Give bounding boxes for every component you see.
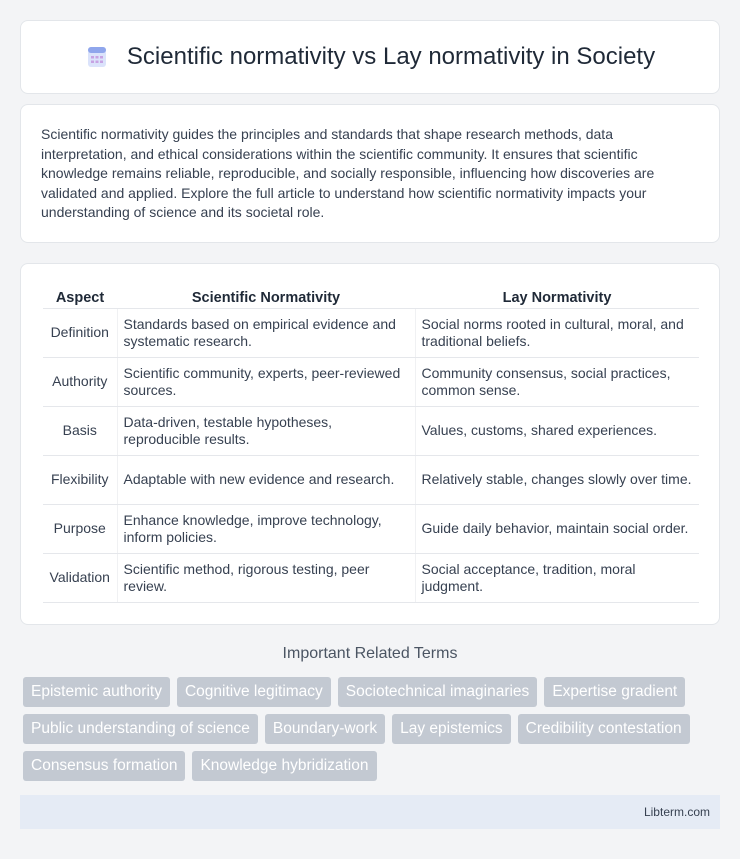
scientific-cell: Data-driven, testable hypotheses, reproducible results.	[117, 407, 415, 456]
lay-cell: Relatively stable, changes slowly over time.	[415, 456, 699, 505]
page-title: Scientific normativity vs Lay normativity in Society	[126, 43, 656, 70]
related-term-tag[interactable]: Sociotechnical imaginaries	[338, 677, 538, 707]
related-term-tag[interactable]: Expertise gradient	[544, 677, 685, 707]
aspect-cell: Validation	[43, 554, 117, 603]
related-terms-title: Important Related Terms	[282, 645, 458, 662]
scientific-cell: Enhance knowledge, improve technology, inform policies.	[117, 505, 415, 554]
related-term-tag[interactable]: Boundary-work	[265, 714, 385, 744]
lay-cell: Values, customs, shared experiences.	[415, 407, 699, 456]
table-row	[43, 407, 699, 456]
table-row	[43, 456, 699, 505]
footer	[20, 795, 720, 829]
column-header-scientific: Scientific Normativity	[117, 286, 415, 309]
lay-cell: Social acceptance, tradition, moral judgment.	[415, 554, 699, 603]
intro-text: Scientific normativity guides the principles and standards that shape research methods, data interpretation, and ethical considerations within the scientific community. It ensures that scientific knowledge remains reliable, reproducible, and socially responsible, influencing how discoveries are validated and applied. Explore the full article to understand how scientific normativity impacts your understanding of science and its societal role.	[41, 126, 655, 220]
related-term-tag[interactable]: Epistemic authority	[23, 677, 170, 707]
aspect-cell: Definition	[43, 309, 117, 358]
table-header-row	[43, 286, 699, 309]
aspect-cell: Basis	[43, 407, 117, 456]
column-header-lay: Lay Normativity	[415, 286, 699, 309]
table-row	[43, 358, 699, 407]
comparison-card	[20, 263, 720, 625]
lay-cell: Community consensus, social practices, common sense.	[415, 358, 699, 407]
scientific-cell: Standards based on empirical evidence and systematic research.	[117, 309, 415, 358]
scientific-cell: Scientific method, rigorous testing, peer review.	[117, 554, 415, 603]
table-row	[43, 309, 699, 358]
related-term-tag[interactable]: Knowledge hybridization	[192, 751, 376, 781]
lay-cell: Guide daily behavior, maintain social order.	[415, 505, 699, 554]
scientific-cell: Scientific community, experts, peer-reviewed sources.	[117, 358, 415, 407]
page-header	[20, 20, 720, 94]
related-term-tag[interactable]: Consensus formation	[23, 751, 185, 781]
document-icon	[85, 45, 109, 69]
aspect-cell: Purpose	[43, 505, 117, 554]
column-header-aspect: Aspect	[43, 286, 117, 309]
footer-site-link[interactable]: Libterm.com	[643, 805, 710, 819]
table-row	[43, 554, 699, 603]
scientific-cell: Adaptable with new evidence and research.	[117, 456, 415, 505]
intro-card	[20, 104, 720, 243]
related-term-tag[interactable]: Lay epistemics	[392, 714, 511, 744]
table-row	[43, 505, 699, 554]
lay-cell: Social norms rooted in cultural, moral, and traditional beliefs.	[415, 309, 699, 358]
aspect-cell: Flexibility	[43, 456, 117, 505]
related-term-tag[interactable]: Cognitive legitimacy	[177, 677, 331, 707]
comparison-table	[43, 286, 699, 603]
related-term-tag[interactable]: Public understanding of science	[23, 714, 258, 744]
related-terms-list	[23, 677, 723, 781]
related-term-tag[interactable]: Credibility contestation	[518, 714, 690, 744]
aspect-cell: Authority	[43, 358, 117, 407]
